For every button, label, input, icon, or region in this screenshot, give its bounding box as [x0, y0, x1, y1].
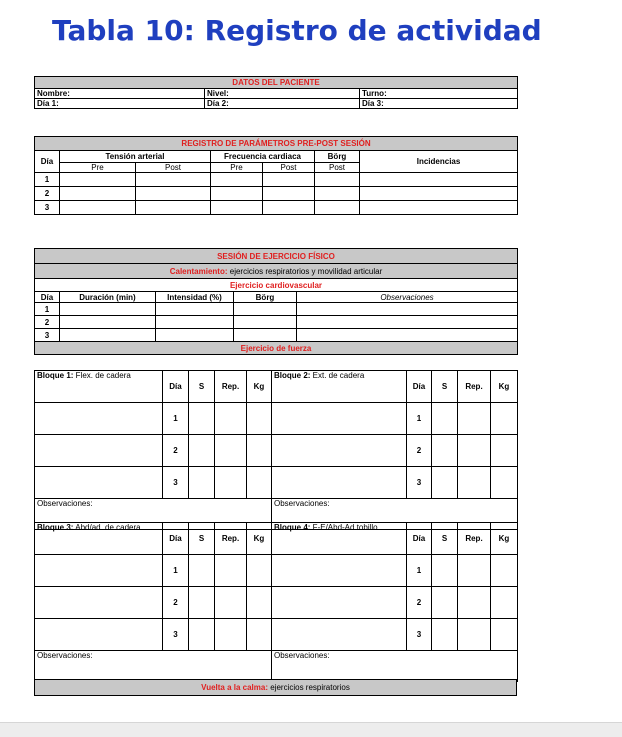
cell[interactable] [272, 403, 407, 435]
frecuencia-post: Post [263, 163, 315, 173]
row-number: 2 [35, 316, 60, 329]
table-row [35, 201, 518, 215]
tension-post: Post [136, 163, 211, 173]
s-header: S [189, 523, 215, 555]
cell[interactable] [315, 201, 360, 215]
cell[interactable] [247, 403, 272, 435]
kg-header: Kg [247, 523, 272, 555]
cell[interactable] [458, 555, 491, 587]
cell[interactable] [491, 467, 518, 499]
kg-header: Kg [247, 371, 272, 403]
dia-header: Día [163, 523, 189, 555]
block-label: Bloque 3: [37, 523, 74, 532]
row-number: 3 [407, 467, 432, 499]
cell[interactable] [156, 316, 234, 329]
patient-header: DATOS DEL PACIENTE [35, 77, 518, 89]
row-number: 1 [35, 303, 60, 316]
cell[interactable] [315, 187, 360, 201]
table-row [35, 303, 518, 316]
cell[interactable] [263, 201, 315, 215]
cell[interactable] [136, 187, 211, 201]
row-number: 3 [35, 329, 60, 342]
cell[interactable] [458, 403, 491, 435]
session-header: SESIÓN DE EJERCICIO FÍSICO [35, 249, 518, 264]
rep-header: Rep. [458, 523, 491, 555]
block-label: Bloque 4: [274, 523, 311, 532]
cell[interactable] [432, 403, 458, 435]
dia1-field[interactable]: Día 1: [35, 99, 205, 109]
cell[interactable] [136, 201, 211, 215]
row-number: 1 [407, 403, 432, 435]
incidencias-header: Incidencias [360, 151, 518, 173]
cell[interactable] [458, 467, 491, 499]
cell[interactable] [60, 316, 156, 329]
warmup-row [35, 264, 518, 279]
cell[interactable] [432, 467, 458, 499]
block-text: Abd/ad. de cadera [73, 523, 141, 532]
row-number: 2 [407, 587, 432, 619]
dia-header: Día [163, 371, 189, 403]
frecuencia-pre: Pre [211, 163, 263, 173]
session-table [34, 248, 518, 355]
row-number: 1 [163, 555, 189, 587]
nombre-field[interactable]: Nombre: [35, 89, 205, 99]
cell[interactable] [234, 329, 297, 342]
params-dia-header: Día [35, 151, 60, 173]
cell[interactable] [432, 587, 458, 619]
rep-header: Rep. [215, 371, 247, 403]
cell[interactable] [263, 187, 315, 201]
block-4-observaciones[interactable]: Observaciones: [272, 651, 518, 682]
row-number: 3 [163, 467, 189, 499]
block-text: Ext. de cadera [310, 371, 365, 380]
cell[interactable] [272, 619, 407, 651]
tension-header: Tensión arterial [60, 151, 211, 163]
cell[interactable] [432, 619, 458, 651]
dia3-field[interactable]: Día 3: [360, 99, 518, 109]
warmup-text: ejercicios respiratorios y movilidad articular [227, 266, 383, 276]
cell[interactable] [60, 329, 156, 342]
block-label: Bloque 2: [274, 371, 311, 380]
table-row [35, 187, 518, 201]
frecuencia-header: Frecuencia cardiaca [211, 151, 315, 163]
cell[interactable] [272, 435, 407, 467]
table-row [35, 173, 518, 187]
patient-table [34, 76, 518, 109]
dia-header: Día [407, 523, 432, 555]
cell[interactable] [211, 201, 263, 215]
cell[interactable] [272, 555, 407, 587]
cell[interactable] [211, 173, 263, 187]
cell[interactable] [360, 173, 518, 187]
cell[interactable] [360, 187, 518, 201]
cell[interactable] [35, 619, 163, 651]
footer-bar [0, 722, 622, 737]
cell[interactable] [297, 303, 518, 316]
cardio-obs-header: Observaciones [297, 292, 518, 303]
row-number: 2 [407, 435, 432, 467]
row-number: 3 [407, 619, 432, 651]
cell[interactable] [491, 435, 518, 467]
cell[interactable] [432, 435, 458, 467]
s-header: S [432, 523, 458, 555]
rep-header: Rep. [458, 371, 491, 403]
table-row [272, 403, 518, 435]
cell[interactable] [156, 303, 234, 316]
duracion-header: Duración (min) [60, 292, 156, 303]
table-row [35, 403, 272, 435]
borg-header: Börg [315, 151, 360, 163]
cell[interactable] [60, 201, 136, 215]
cell[interactable] [189, 435, 215, 467]
cell[interactable] [35, 467, 163, 499]
s-header: S [189, 371, 215, 403]
cell[interactable] [360, 201, 518, 215]
cell[interactable] [189, 587, 215, 619]
table-row [35, 619, 272, 651]
cell[interactable] [215, 619, 247, 651]
block-1-table [34, 370, 272, 530]
cell[interactable] [189, 467, 215, 499]
tension-pre: Pre [60, 163, 136, 173]
kg-header: Kg [491, 523, 518, 555]
row-number: 2 [163, 587, 189, 619]
row-number: 1 [35, 173, 60, 187]
row-number: 3 [35, 201, 60, 215]
cell[interactable] [35, 435, 163, 467]
cell[interactable] [491, 555, 518, 587]
cell[interactable] [297, 329, 518, 342]
cooldown-table [34, 679, 517, 696]
cell[interactable] [247, 467, 272, 499]
row-number: 1 [407, 555, 432, 587]
cell[interactable] [458, 587, 491, 619]
cell[interactable] [315, 173, 360, 187]
block-3-title [35, 523, 163, 555]
table-row [35, 467, 272, 499]
cell[interactable] [491, 587, 518, 619]
cell[interactable] [189, 619, 215, 651]
params-header: REGISTRO DE PARÁMETROS PRE-POST SESIÓN [35, 137, 518, 151]
cell[interactable] [247, 587, 272, 619]
cell[interactable] [215, 467, 247, 499]
params-table [34, 136, 518, 215]
kg-header: Kg [491, 371, 518, 403]
cell[interactable] [272, 587, 407, 619]
cell[interactable] [35, 587, 163, 619]
cell[interactable] [247, 619, 272, 651]
strength-header: Ejercicio de fuerza [35, 342, 518, 355]
table-row [35, 329, 518, 342]
table-row [272, 555, 518, 587]
cell[interactable] [215, 403, 247, 435]
cell[interactable] [136, 173, 211, 187]
block-label: Bloque 1: [37, 371, 74, 380]
table-row [272, 435, 518, 467]
turno-field[interactable]: Turno: [360, 89, 518, 99]
cell[interactable] [272, 467, 407, 499]
cell[interactable] [35, 403, 163, 435]
cell[interactable] [458, 619, 491, 651]
cell[interactable] [234, 303, 297, 316]
block-4-table [271, 522, 518, 682]
row-number: 2 [35, 187, 60, 201]
cooldown-text: ejercicios respiratorios [268, 683, 350, 692]
table-row [272, 619, 518, 651]
cell[interactable] [60, 303, 156, 316]
block-4-title [272, 523, 407, 555]
cell[interactable] [215, 435, 247, 467]
page-title: Tabla 10: Registro de actividad [52, 14, 542, 47]
block-2-observaciones[interactable]: Observaciones: [272, 499, 518, 530]
cell[interactable] [215, 555, 247, 587]
block-2-title [272, 371, 407, 403]
dia2-field[interactable]: Día 2: [205, 99, 360, 109]
table-row [35, 555, 272, 587]
cell[interactable] [189, 555, 215, 587]
cell[interactable] [234, 316, 297, 329]
row-number: 3 [163, 619, 189, 651]
row-number: 1 [163, 403, 189, 435]
nivel-field[interactable]: Nivel: [205, 89, 360, 99]
rep-header: Rep. [215, 523, 247, 555]
cooldown-row [35, 680, 517, 696]
block-1-title [35, 371, 163, 403]
cell[interactable] [156, 329, 234, 342]
table-row [272, 467, 518, 499]
table-row [35, 316, 518, 329]
cell[interactable] [60, 187, 136, 201]
cardio-header: Ejercicio cardiovascular [35, 279, 518, 292]
intensidad-header: Intensidad (%) [156, 292, 234, 303]
block-text: Flex. de cadera [73, 371, 131, 380]
cell[interactable] [211, 187, 263, 201]
cell[interactable] [297, 316, 518, 329]
borg-post: Post [315, 163, 360, 173]
cell[interactable] [491, 403, 518, 435]
cell[interactable] [60, 173, 136, 187]
cardio-borg-header: Börg [234, 292, 297, 303]
warmup-label: Calentamiento: [169, 266, 228, 276]
cell[interactable] [35, 555, 163, 587]
s-header: S [432, 371, 458, 403]
block-text: F-E/Abd-Ad tobillo [310, 523, 378, 532]
table-row [35, 587, 272, 619]
table-row [272, 587, 518, 619]
table-row [35, 435, 272, 467]
cell[interactable] [263, 173, 315, 187]
cell[interactable] [491, 619, 518, 651]
cell[interactable] [189, 403, 215, 435]
dia-header: Día [407, 371, 432, 403]
cell[interactable] [247, 435, 272, 467]
cell[interactable] [247, 555, 272, 587]
cardio-dia-header: Día [35, 292, 60, 303]
block-3-observaciones[interactable]: Observaciones: [35, 651, 272, 682]
cell[interactable] [432, 555, 458, 587]
cell[interactable] [215, 587, 247, 619]
cooldown-label: Vuelta a la calma: [201, 683, 269, 692]
block-3-table [34, 522, 272, 682]
block-2-table [271, 370, 518, 530]
cell[interactable] [458, 435, 491, 467]
row-number: 2 [163, 435, 189, 467]
block-1-observaciones[interactable]: Observaciones: [35, 499, 272, 530]
